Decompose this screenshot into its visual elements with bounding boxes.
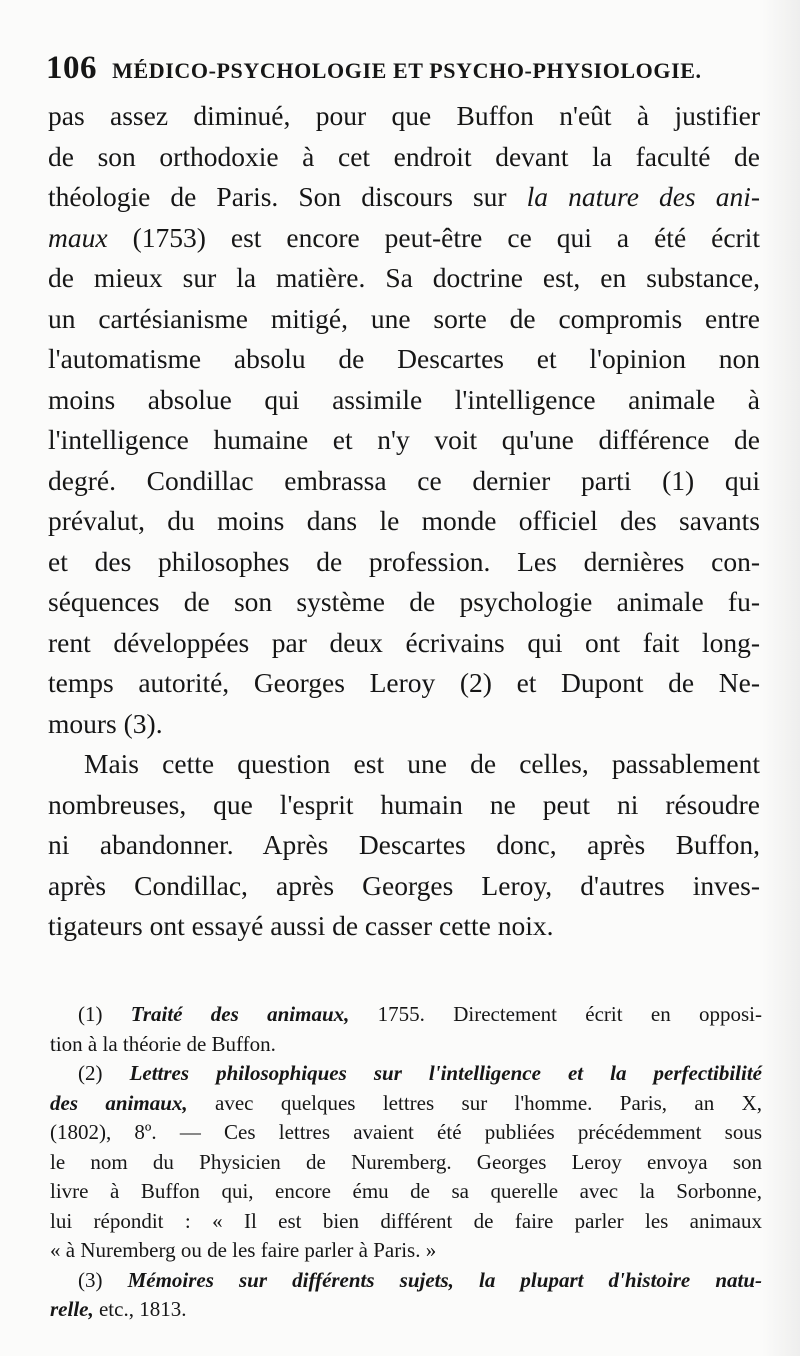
page-header: [46, 50, 756, 90]
footnotes: [50, 1000, 762, 1325]
text-line: prévalut, du moins dans le monde officiel des savants: [48, 505, 760, 536]
text-line: de son orthodoxie à cet endroit devant la faculté de: [48, 140, 760, 172]
text-line: nombreuses, que l'esprit humain ne peut ni résoudre: [48, 788, 760, 820]
main-text: [48, 96, 760, 947]
footnote-3: (3) Mémoires sur différents sujets, la plupart d'histoire natu-: [78, 1267, 763, 1292]
page-number: 106: [46, 50, 97, 86]
cited-title: Traité des animaux,: [130, 1002, 350, 1026]
text-line: ni abandonner. Après Descartes donc, après Buffon,: [48, 829, 760, 860]
text-line: de mieux sur la matière. Sa doctrine est, en substance,: [48, 262, 760, 293]
footnote-line: relle, etc., 1813.: [50, 1297, 187, 1321]
footnote-line: tion à la théorie de Buffon.: [50, 1031, 276, 1056]
text-line: l'automatisme absolu de Descartes et l'opinion non: [48, 343, 760, 374]
text-line: pas assez diminué, pour que Buffon n'eût à justifier: [48, 100, 760, 131]
footnote-line: (1802), 8º. — Ces lettres avaient été publiées précédemment sous: [50, 1120, 762, 1144]
text-line: après Condillac, après Georges Leroy, d'autres inves-: [48, 869, 760, 901]
cited-title: Lettres philosophiques sur l'intelligence et la perfectibilité: [129, 1061, 762, 1085]
footnote-2: (2) Lettres philosophiques sur l'intelligence et la perfectibilité: [78, 1061, 762, 1085]
title-italic: maux: [48, 221, 108, 253]
text-line: degré. Condillac embrassa ce dernier parti (1) qui: [48, 464, 760, 496]
footnote-line: livre à Buffon qui, encore ému de sa querelle avec la Sorbonne,: [50, 1179, 762, 1203]
text-line: temps autorité, Georges Leroy (2) et Dupont de Ne-: [48, 667, 760, 698]
running-head: MÉDICO-PSYCHOLOGIE ET PSYCHO-PHYSIOLOGIE.: [112, 58, 702, 83]
cited-title: Mémoires sur différents sujets, la plupart d'histoire natu-: [127, 1267, 763, 1292]
footnote-line: « à Nuremberg ou de les faire parler à Paris. »: [50, 1238, 437, 1262]
cited-title: relle,: [50, 1297, 94, 1321]
text-line: maux (1753) est encore peut-être ce qui a été écrit: [48, 221, 760, 253]
text-line: séquences de son système de psychologie animale fu-: [48, 586, 760, 617]
text-line: l'intelligence humaine et n'y voit qu'une différence de: [48, 424, 760, 455]
text-line: tigateurs ont essayé aussi de casser cette noix.: [48, 910, 554, 941]
footnote-line: des animaux, avec quelques lettres sur l'homme. Paris, an X,: [50, 1090, 762, 1115]
text-line: moins absolue qui assimile l'intelligence animale à: [48, 383, 760, 415]
text-line: un cartésianisme mitigé, une sorte de compromis entre: [48, 302, 760, 334]
text-line: mours (3).: [48, 707, 163, 739]
footnote-1: (1) Traité des animaux, 1755. Directement écrit en opposi-: [78, 1002, 763, 1026]
title-italic: la nature des ani-: [526, 181, 760, 212]
footnote-line: lui répondit : « Il est bien différent de faire parler les animaux: [50, 1208, 762, 1233]
text-line: et des philosophes de profession. Les dernières con-: [48, 545, 760, 577]
text-line: théologie de Paris. Son discours sur la nature des ani-: [48, 181, 760, 212]
text-line: rent développées par deux écrivains qui ont fait long-: [48, 626, 760, 658]
text-line: Mais cette question est une de celles, passablement: [84, 748, 760, 779]
footnote-line: le nom du Physicien de Nuremberg. Georges Leroy envoya son: [50, 1149, 762, 1174]
cited-title: des animaux,: [50, 1090, 188, 1115]
